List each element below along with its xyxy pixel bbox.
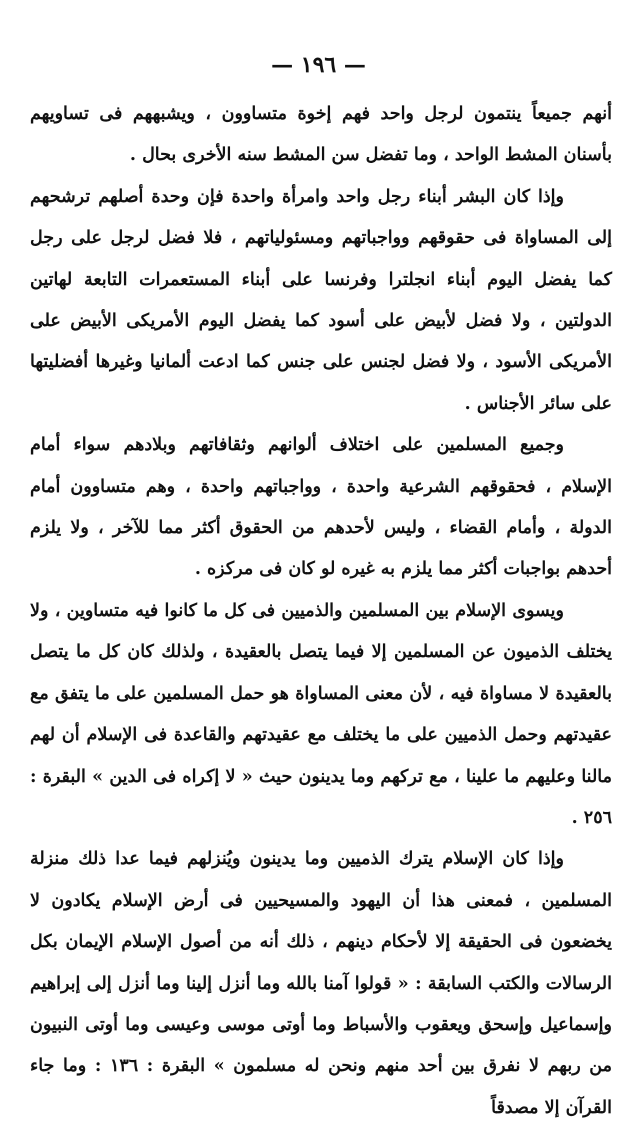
paragraph-4: ويسوى الإسلام بين المسلمين والذميين فى كل ما كانوا فيه متساوين ، ولا يختلف الذميون عن المسلمين إلا فيما يتصل بالعقيدة ، ولذلك كان كل ما يتصل بالعقيدة لا مساواة فيه ، لأن معنى المساواة هو حمل المسلمين على ما يتفق مع عقيدتهم وحمل الذميين على ما يختلف مع عقيدتهم والقاعدة فى الإسلام أن لهم مالنا وعليهم ما علينا ، مع تركهم وما يدينون حيث « لا إكراه فى الدين » البقرة : ٢٥٦ . [30, 600, 612, 828]
page-body [30, 94, 612, 1129]
paragraph-5: وإذا كان الإسلام يترك الذميين وما يدينون ويُنزلهم فيما عدا ذلك منزلة المسلمين ، فمعنى هذا أن اليهود والمسيحيين فى أرض الإسلام يكادون لا يخضعون فى الحقيقة إلا لأحكام دينهم ، ذلك أنه من أصول الإسلام الإيمان بكل الرسالات والكتب السابقة : « قولوا آمنا بالله وما أنزل إلينا وما أنزل إلى إبراهيم وإسماعيل وإسحق ويعقوب والأسباط وما أوتى موسى وعيسى وما أوتى النبيون من ربهم لا نفرق بين أحد منهم ونحن له مسلمون » البقرة : ١٣٦ : وما جاء القرآن إلا مصدقاً [30, 849, 612, 1118]
paragraph-1: أنهم جميعاً ينتمون لرجل واحد فهم إخوة متساوون ، ويشبههم فى تساويهم بأسنان المشط الواحد ، وما تفضل سن المشط سنه الأخرى بحال . [30, 104, 612, 166]
paragraph-3: وجميع المسلمين على اختلاف ألوانهم وثقافاتهم وبلادهم سواء أمام الإسلام ، فحقوقهم الشرعية واحدة ، وواجباتهم واحدة ، وهم متساوون أمام الدولة ، وأمام القضاء ، وليس لأحدهم من الحقوق أكثر مما للآخر ، ولا يلزم أحدهم بواجبات أكثر مما يلزم به غيره لو كان فى مركزه . [30, 435, 612, 580]
paragraph-2: وإذا كان البشر أبناء رجل واحد وامرأة واحدة فإن وحدة أصلهم ترشحهم إلى المساواة فى حقوقهم وواجباتهم ومسئولياتهم ، فلا فضل لرجل على رجل كما يفضل اليوم أبناء انجلترا وفرنسا على أبناء المستعمرات التابعة لهاتين الدولتين ، ولا فضل لأبيض على أسود كما يفضل اليوم الأمريكى الأبيض على الأمريكى الأسود ، ولا فضل لجنس على جنس كما ادعت ألمانيا وغيرها أفضليتها على سائر الأجناس . [30, 186, 613, 414]
page-number: — ١٩٦ — [271, 52, 366, 78]
